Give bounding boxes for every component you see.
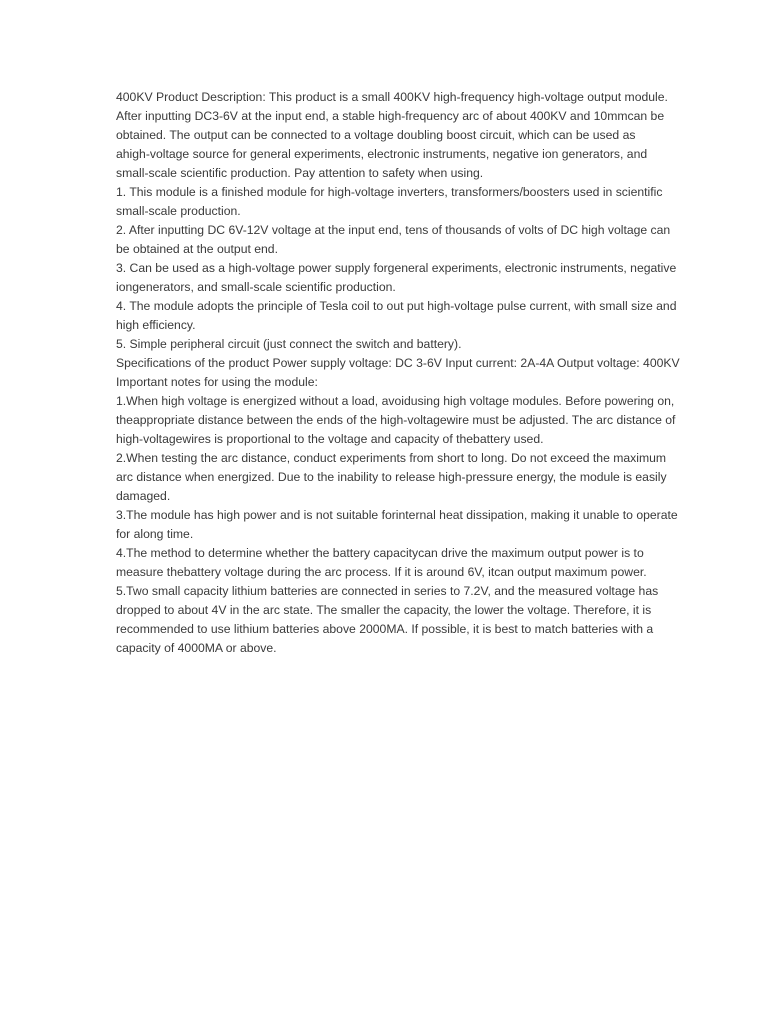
text-line: 1. This module is a finished module for high-voltage inverters, transformers/boosters used in scientific bbox=[116, 185, 663, 199]
text-line: theappropriate distance between the ends of the high-voltagewire must be adjusted. The arc distance of bbox=[116, 413, 676, 427]
text-line: 2.When testing the arc distance, conduct experiments from short to long. Do not exceed the maximum bbox=[116, 451, 667, 465]
text-line: ahigh-voltage source for general experiments, electronic instruments, negative ion generators, and bbox=[116, 147, 648, 161]
text-line: be obtained at the output end. bbox=[116, 242, 278, 256]
text-line: obtained. The output can be connected to a voltage doubling boost circuit, which can be used as bbox=[116, 128, 636, 142]
text-line: 400KV Product Description: This product is a small 400KV high-frequency high-voltage output module. bbox=[116, 90, 668, 104]
text-line: small-scale scientific production. Pay attention to safety when using. bbox=[116, 166, 484, 180]
text-line: dropped to about 4V in the arc state. The smaller the capacity, the lower the voltage. Therefore, it is bbox=[116, 603, 652, 617]
text-line: 3.The module has high power and is not suitable forinternal heat dissipation, making it unable to operate bbox=[116, 508, 678, 522]
text-line: 3. Can be used as a high-voltage power supply forgeneral experiments, electronic instruments, negative bbox=[116, 261, 677, 275]
document-page bbox=[116, 88, 680, 658]
text-line: capacity of 4000MA or above. bbox=[116, 641, 277, 655]
text-line: iongenerators, and small-scale scientific production. bbox=[116, 280, 396, 294]
text-line: for along time. bbox=[116, 527, 194, 541]
text-line: Important notes for using the module: bbox=[116, 375, 318, 389]
text-line: 2. After inputting DC 6V-12V voltage at the input end, tens of thousands of volts of DC high voltage can bbox=[116, 223, 671, 237]
text-line: 5.Two small capacity lithium batteries are connected in series to 7.2V, and the measured voltage has bbox=[116, 584, 659, 598]
text-line: Specifications of the product Power supply voltage: DC 3-6V Input current: 2A-4A Output voltage: 400KV bbox=[116, 356, 680, 370]
text-line: arc distance when energized. Due to the inability to release high-pressure energy, the module is easily bbox=[116, 470, 667, 484]
text-line: damaged. bbox=[116, 489, 171, 503]
text-line: measure thebattery voltage during the arc process. If it is around 6V, itcan output maximum power. bbox=[116, 565, 647, 579]
text-line: 4.The method to determine whether the battery capacitycan drive the maximum output power is to bbox=[116, 546, 644, 560]
text-line: high efficiency. bbox=[116, 318, 196, 332]
text-line: 5. Simple peripheral circuit (just connect the switch and battery). bbox=[116, 337, 462, 351]
text-line: small-scale production. bbox=[116, 204, 241, 218]
text-line: recommended to use lithium batteries above 2000MA. If possible, it is best to match batteries with a bbox=[116, 622, 654, 636]
text-line: high-voltagewires is proportional to the voltage and capacity of thebattery used. bbox=[116, 432, 544, 446]
text-line: 1.When high voltage is energized without a load, avoidusing high voltage modules. Before powering on, bbox=[116, 394, 675, 408]
text-line: 4. The module adopts the principle of Tesla coil to out put high-voltage pulse current, with small size and bbox=[116, 299, 677, 313]
text-line: After inputting DC3-6V at the input end, a stable high-frequency arc of about 400KV and 10mmcan be bbox=[116, 109, 665, 123]
